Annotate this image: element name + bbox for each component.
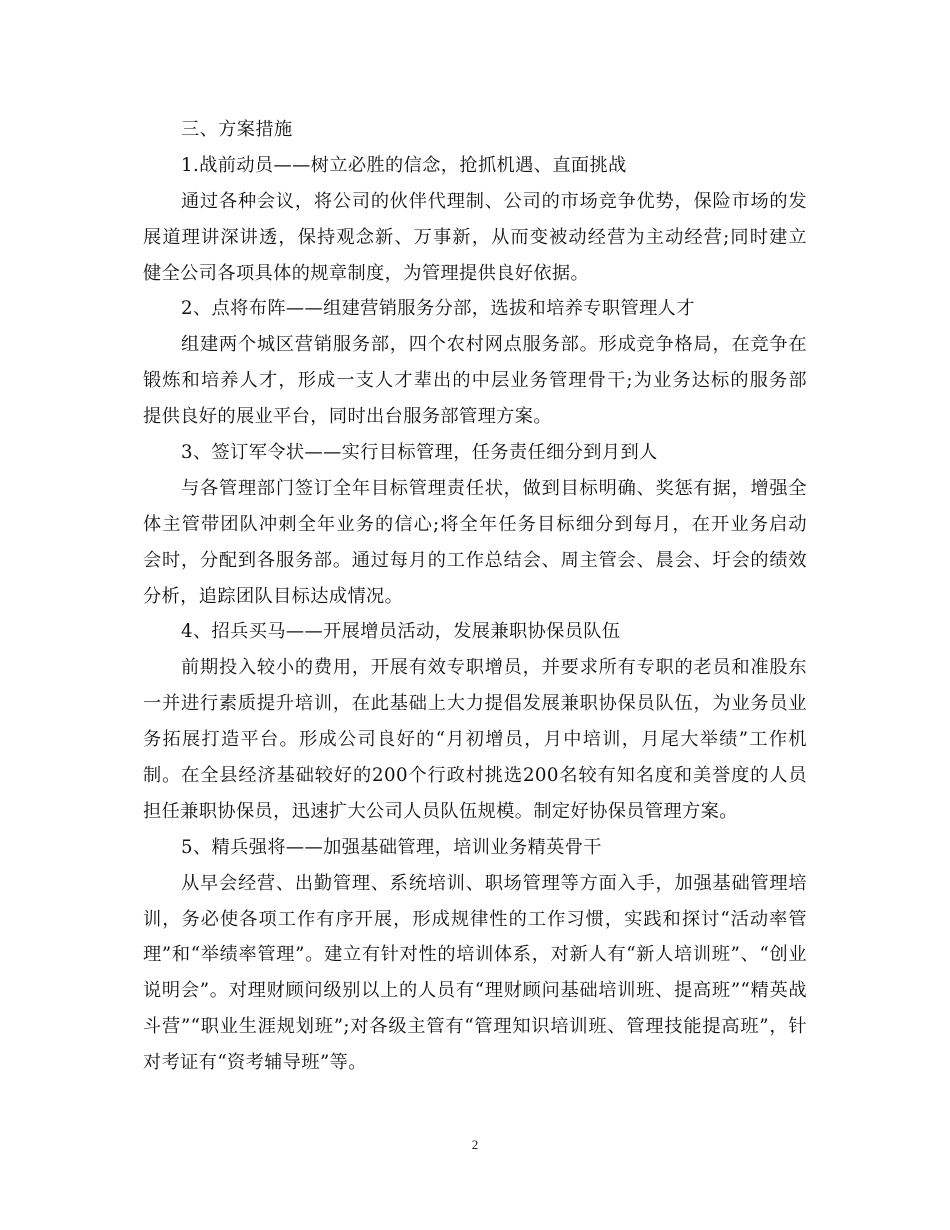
text-line: 5、精兵强将——加强基础管理，培训业务精英骨干 [181, 836, 602, 858]
text-line: 会时，分配到各服务部。通过每月的工作总结会、周主管会、晨会、圩会的绩效 [143, 549, 807, 571]
text-line: 通过各种会议，将公司的伙伴代理制、公司的市场竞争优势，保险市场的发 [181, 190, 807, 212]
text-line: 训，务必使各项工作有序开展，形成规律性的工作习惯，实践和探讨“活动率管 [143, 908, 807, 930]
text-line: 对考证有“资考辅导班”等。 [143, 1052, 367, 1074]
text-line: 从早会经营、出勤管理、系统培训、职场管理等方面入手，加强基础管理培 [181, 872, 807, 894]
document-body [143, 112, 807, 1081]
text-line: 提供良好的展业平台，同时出台服务部管理方案。 [143, 406, 552, 428]
text-line: 4、招兵买马——开展增员活动，发展兼职协保员队伍 [181, 621, 621, 643]
text-line: 分析，追踪团队目标达成情况。 [143, 585, 404, 607]
text-line: 2、点将布阵——组建营销服务分部，选拔和培养专职管理人才 [181, 298, 695, 320]
text-line: 一并进行素质提升培训，在此基础上大力提倡发展兼职协保员队伍，为业务员业 [143, 693, 807, 715]
text-line: 3、签订军令状——实行目标管理，任务责任细分到月到人 [181, 442, 658, 464]
text-line: 体主管带团队冲刺全年业务的信心;将全年任务目标细分到每月，在开业务启动 [143, 513, 807, 535]
text-line: 三、方案措施 [181, 119, 293, 140]
text-line: 担任兼职协保员，迅速扩大公司人员队伍规模。制定好协保员管理方案。 [143, 800, 738, 822]
text-line: 务拓展打造平台。形成公司良好的“月初增员，月中培训，月尾大举绩”工作机 [143, 729, 807, 751]
text-line: 组建两个城区营销服务部，四个农村网点服务部。形成竞争格局，在竞争在 [181, 334, 807, 356]
text-line: 锻炼和培养人才，形成一支人才辈出的中层业务管理骨干;为业务达标的服务部 [143, 370, 807, 392]
text-line: 1.战前动员——树立必胜的信念，抢抓机遇、直面挑战 [181, 154, 627, 176]
text-line: 展道理讲深讲透，保持观念新、万事新，从而变被动经营为主动经营;同时建立 [143, 226, 807, 248]
page-number: 2 [471, 1137, 479, 1152]
text-line: 说明会”。对理财顾问级别以上的人员有“理财顾问基础培训班、提高班”“精英战 [143, 980, 807, 1002]
text-line: 健全公司各项具体的规章制度，为管理提供良好依据。 [143, 262, 590, 284]
text-line: 与各管理部门签订全年目标管理责任状，做到目标明确、奖惩有据，增强全 [181, 477, 807, 499]
text-line: 前期投入较小的费用，开展有效专职增员，并要求所有专职的老员和准股东 [181, 657, 807, 679]
text-line: 理”和“举绩率管理”。建立有针对性的培训体系，对新人有“新人培训班”、“创业 [143, 944, 807, 966]
text-line: 斗营”“职业生涯规划班”;对各级主管有“管理知识培训班、管理技能提高班”，针 [143, 1016, 807, 1038]
text-line: 制。在全县经济基础较好的200个行政村挑选200名较有知名度和美誉度的人员 [143, 765, 807, 787]
